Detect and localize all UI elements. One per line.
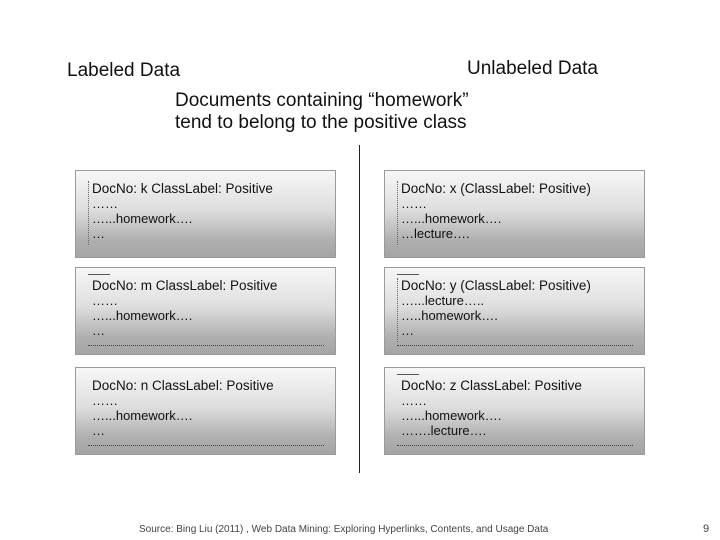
doc-line: …...homework…. [401,211,502,226]
doc-header: DocNo: k ClassLabel: Positive [92,181,273,196]
doc-header: DocNo: x (ClassLabel: Positive) [401,181,591,196]
doc-line: … [401,323,414,338]
document-box-n [75,367,336,455]
doc-line: …… [401,393,427,408]
callout-line-1: Documents containing “homework” [175,90,469,111]
source-citation: Source: Bing Liu (2011) , Web Data Mining: Exploring Hyperlinks, Contents, and Usage Data [139,524,549,535]
doc-line: …….lecture…. [401,423,487,438]
callout-line-2: tend to belong to the positive class [175,112,467,133]
document-box-x [384,170,645,258]
box-guide-line [397,181,398,245]
doc-line: …...homework…. [92,308,193,323]
doc-line: …...homework…. [401,408,502,423]
doc-line: …...lecture….. [401,293,485,308]
callout-text [175,90,469,134]
doc-line: … [92,323,105,338]
doc-line: …..homework…. [401,308,498,323]
document-box-z [384,367,645,455]
box-guide-line [88,445,324,446]
doc-line: … [92,226,105,241]
doc-line: …… [401,196,427,211]
box-guide-line [397,445,633,446]
doc-line: …… [92,393,118,408]
document-box-m [75,267,336,355]
doc-header: DocNo: n ClassLabel: Positive [92,378,274,393]
labeled-data-heading: Labeled Data [67,60,181,81]
box-guide-line [397,274,419,275]
box-guide-line [88,274,110,275]
doc-line: …… [92,293,118,308]
box-guide-line [88,345,324,346]
doc-header: DocNo: y (ClassLabel: Positive) [401,278,591,293]
doc-line: …...homework…. [92,211,193,226]
box-guide-line [397,374,419,375]
document-box-y [384,267,645,355]
doc-line: …...homework…. [92,408,193,423]
center-divider [359,145,360,473]
doc-line: …lecture…. [401,226,470,241]
doc-line: … [92,423,105,438]
box-guide-line [397,345,633,346]
box-guide-line [397,278,398,342]
doc-line: …… [92,196,118,211]
doc-header: DocNo: m ClassLabel: Positive [92,278,278,293]
box-guide-line [88,181,89,245]
unlabeled-data-heading: Unlabeled Data [467,58,598,79]
document-box-k [75,170,336,258]
doc-header: DocNo: z ClassLabel: Positive [401,378,582,393]
page-number: 9 [703,523,710,535]
